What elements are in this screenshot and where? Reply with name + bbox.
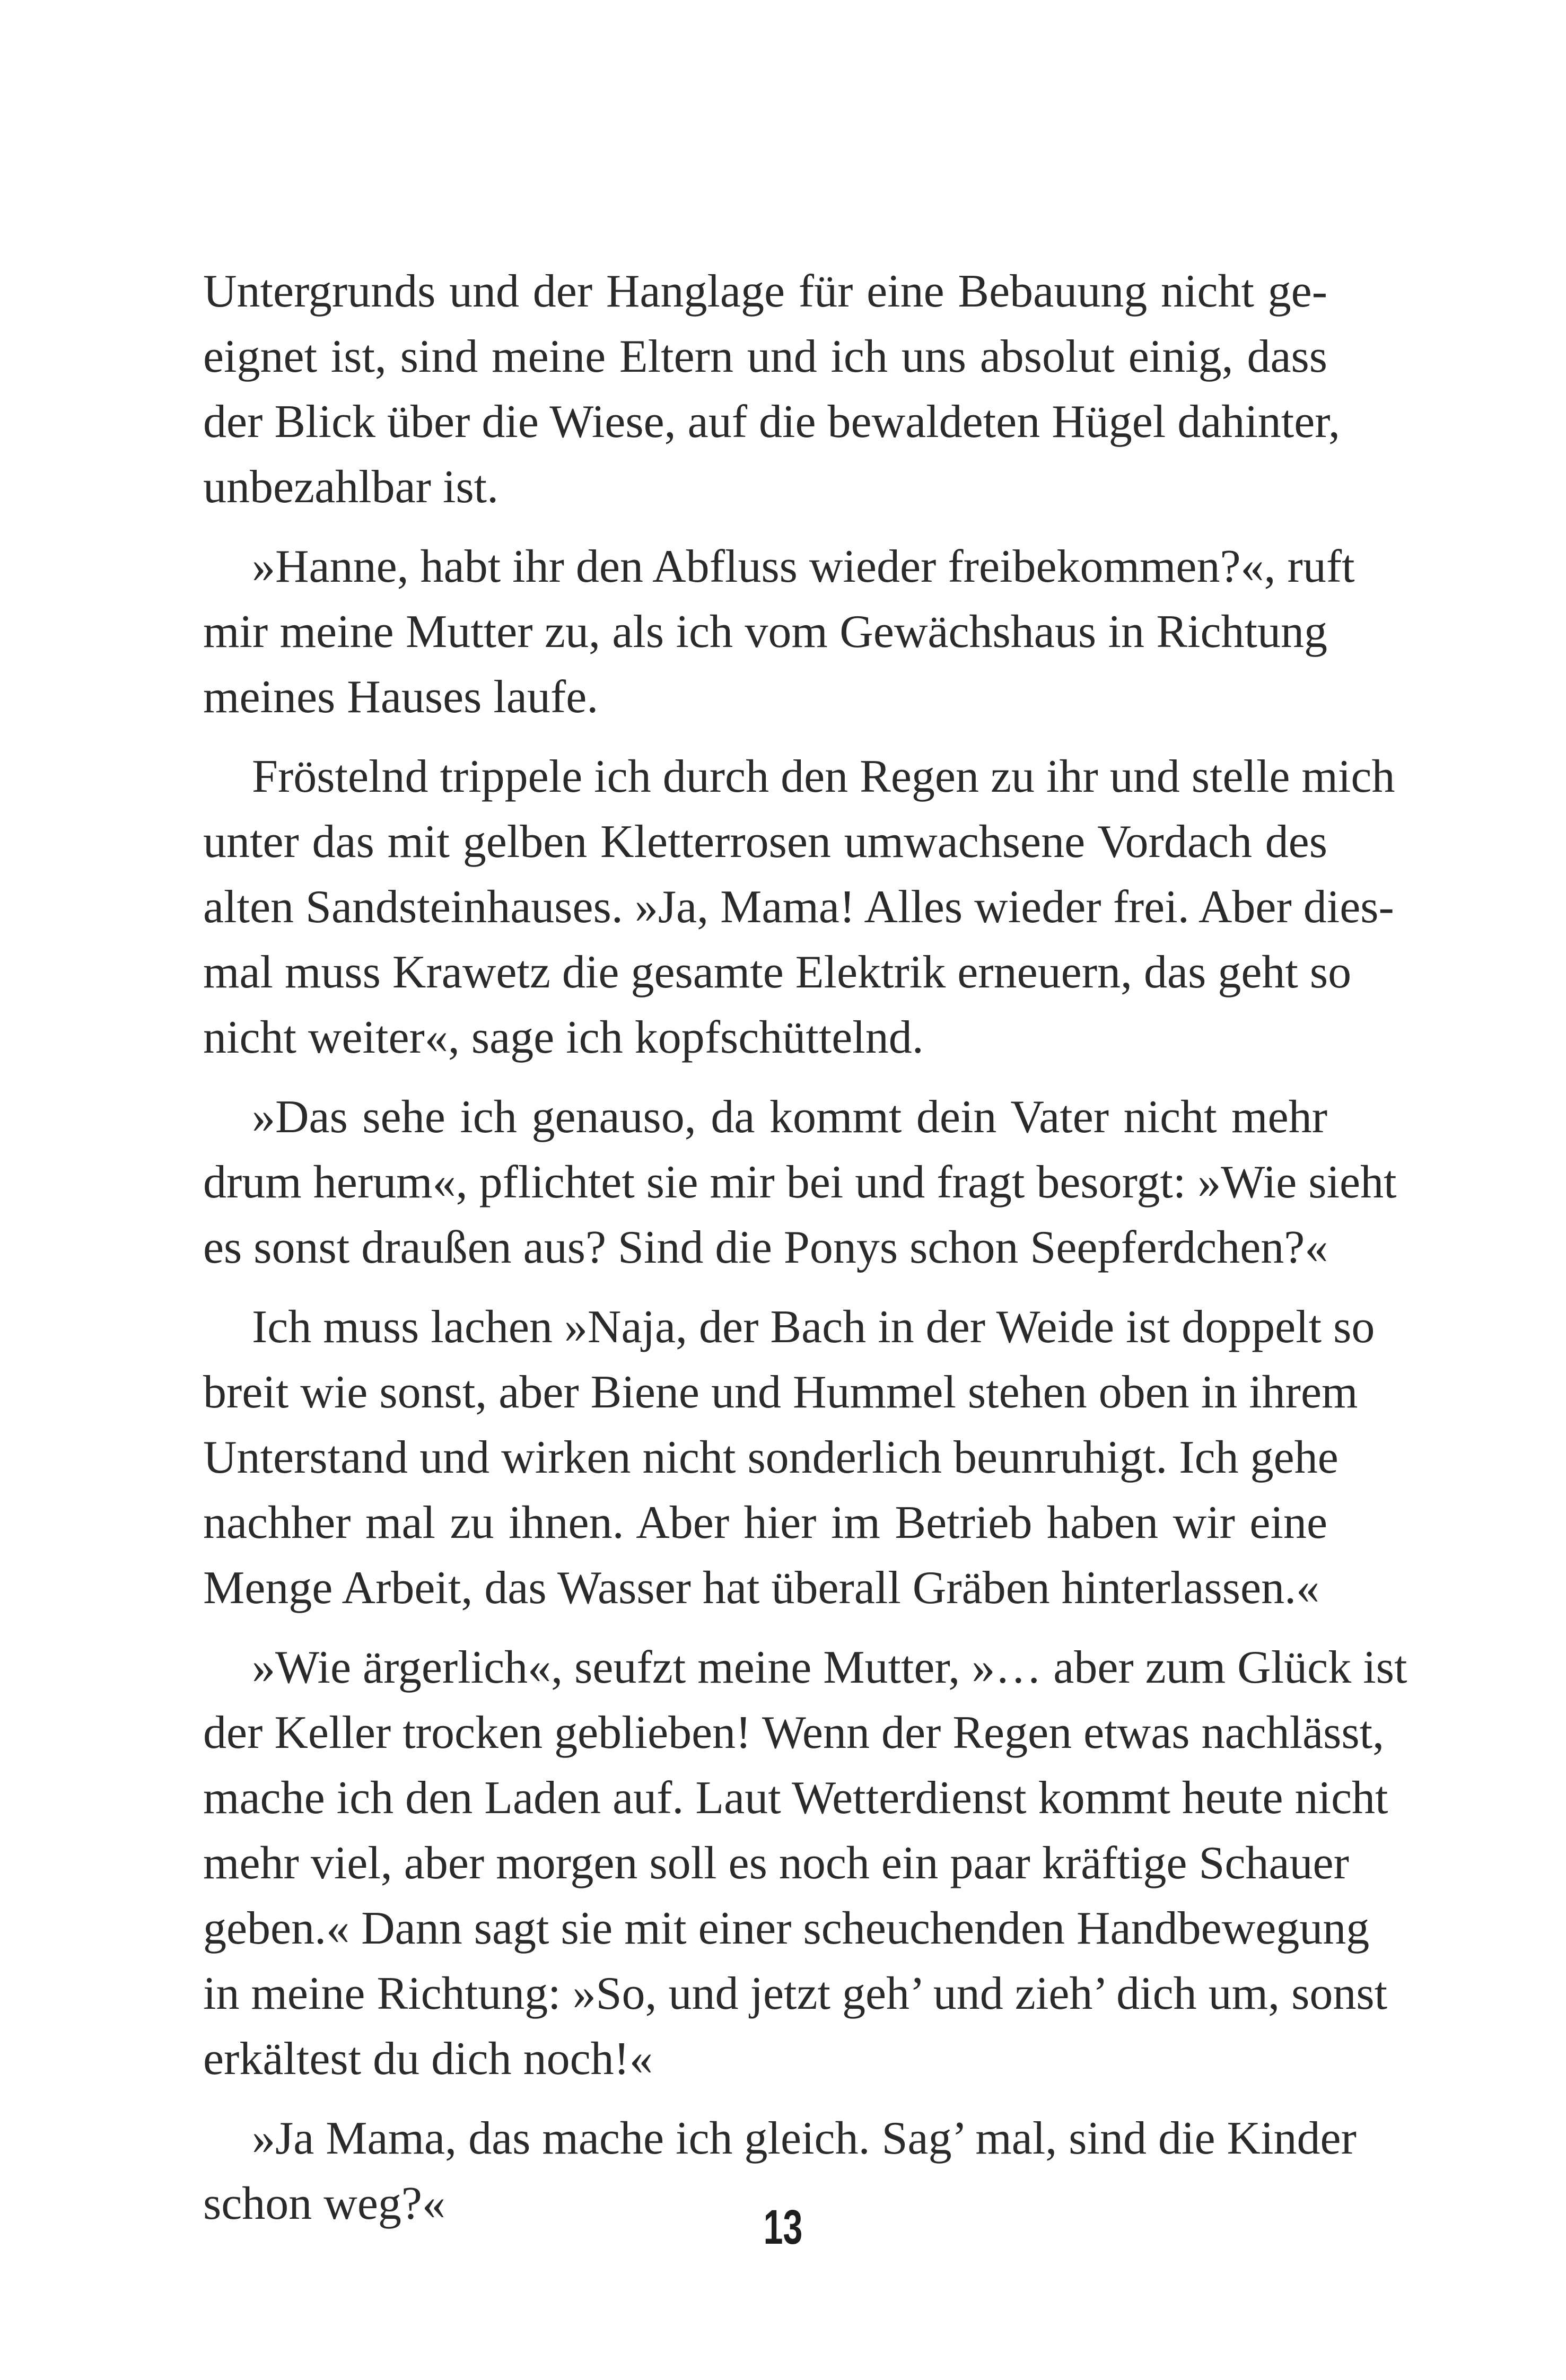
text-line: Fröstelnd trippele ich durch den Regen zu ihr und stelle mich — [252, 751, 1395, 802]
text-line: in meine Richtung: »So, und jetzt geh’ und zieh’ dich um, sonst — [203, 1968, 1388, 2019]
text-line: »Wie ärgerlich«, seufzt meine Mutter, »… aber zum Glück ist — [252, 1642, 1407, 1693]
text-line: drum herum«, pflichtet sie mir bei und fragt besorgt: »Wie sieht — [203, 1157, 1397, 1208]
text-line: geben.« Dann sagt sie mit einer scheuchenden Handbewegung — [203, 1903, 1370, 1954]
text-line: Unterstand und wirken nicht sonderlich beunruhigt. Ich gehe — [203, 1432, 1338, 1483]
text-line: mir meine Mutter zu, als ich vom Gewächshaus in Richtung — [203, 606, 1327, 658]
text-line: alten Sandsteinhauses. »Ja, Mama! Alles wieder frei. Aber dies- — [203, 881, 1394, 933]
text-line: mache ich den Laden auf. Laut Wetterdienst kommt heute nicht — [203, 1772, 1388, 1824]
text-line: »Das sehe ich genauso, da kommt dein Vater nicht mehr — [252, 1091, 1327, 1143]
text-line: mehr viel, aber morgen soll es noch ein paar kräftige Schauer — [203, 1838, 1349, 1889]
text-line: es sonst draußen aus? Sind die Ponys schon Seepferdchen?« — [203, 1222, 1328, 1273]
text-line: Untergrunds und der Hanglage für eine Bebauung nicht ge- — [203, 266, 1327, 317]
text-line: eignet ist, sind meine Eltern und ich uns absolut einig, dass — [203, 331, 1327, 382]
text-line: breit wie sonst, aber Biene und Hummel stehen oben in ihrem — [203, 1367, 1358, 1418]
body-text — [203, 259, 1407, 2236]
text-line: »Hanne, habt ihr den Abfluss wieder freibekommen?«, ruft — [252, 541, 1355, 592]
text-line: schon weg?« — [203, 2178, 445, 2229]
text-line: mal muss Krawetz die gesamte Elektrik erneuern, das geht so — [203, 947, 1352, 998]
text-line: unter das mit gelben Kletterrosen umwachsene Vordach des — [203, 816, 1327, 868]
text-line: Ich muss lachen »Naja, der Bach in der Weide ist doppelt so — [252, 1301, 1375, 1353]
text-line: unbezahlbar ist. — [203, 461, 499, 513]
page-number: 13 — [763, 2200, 803, 2254]
text-line: der Keller trocken geblieben! Wenn der Regen etwas nachlässt, — [203, 1707, 1385, 1758]
text-line: »Ja Mama, das mache ich gleich. Sag’ mal, sind die Kinder — [252, 2113, 1357, 2164]
text-line: der Blick über die Wiese, auf die bewaldeten Hügel dahinter, — [203, 396, 1341, 448]
text-line: nicht weiter«, sage ich kopfschüttelnd. — [203, 1012, 924, 1063]
text-line: Menge Arbeit, das Wasser hat überall Gräben hinterlassen.« — [203, 1562, 1320, 1614]
text-line: erkältest du dich noch!« — [203, 2033, 653, 2085]
text-line: meines Hauses laufe. — [203, 671, 599, 723]
text-line: nachher mal zu ihnen. Aber hier im Betrieb haben wir eine — [203, 1497, 1327, 1548]
